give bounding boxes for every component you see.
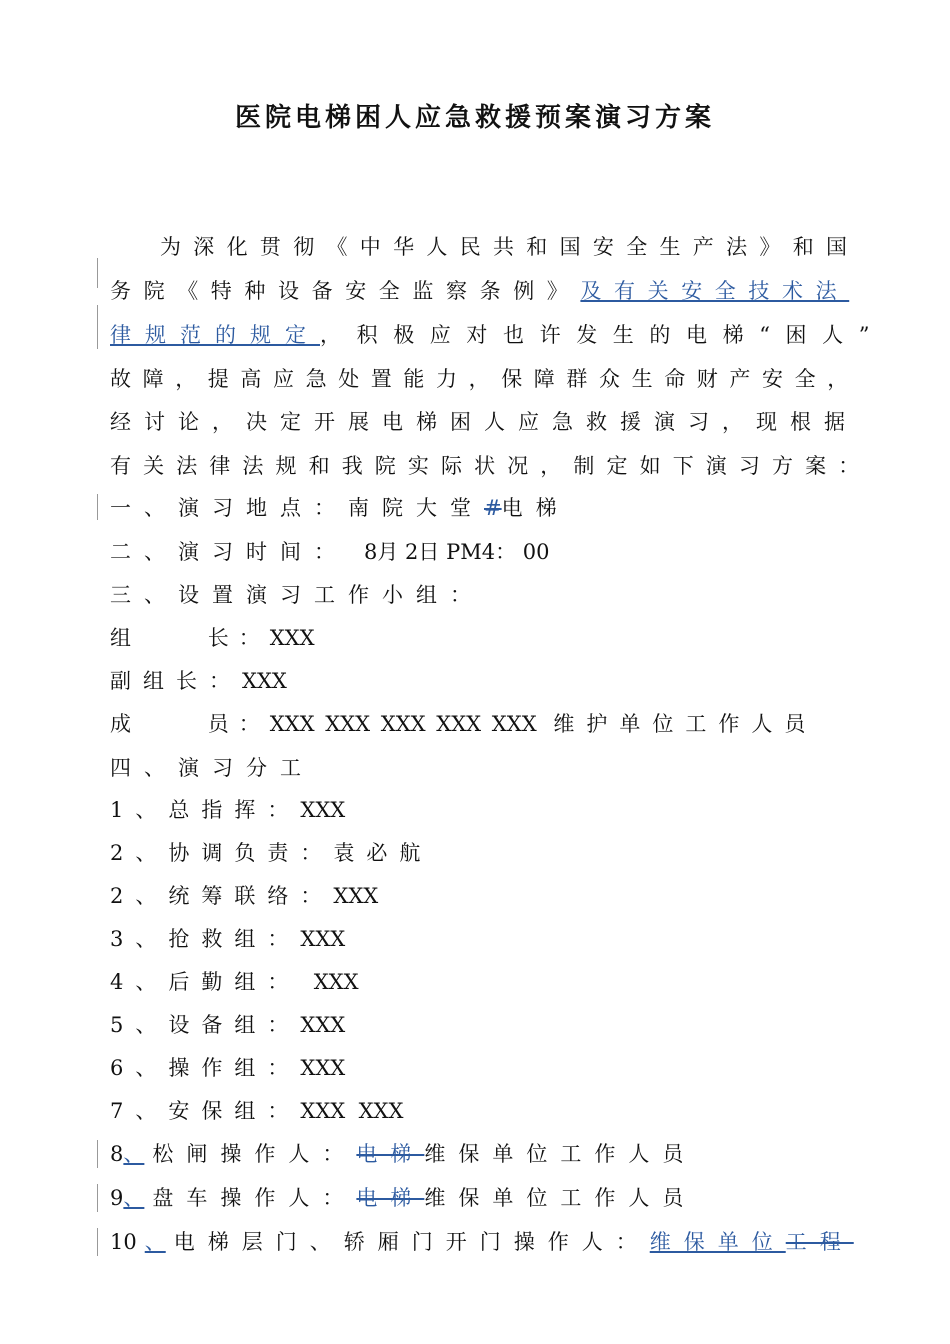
section-1-location bbox=[110, 494, 570, 522]
duty-number: 8 bbox=[110, 1142, 124, 1166]
revision-bar bbox=[97, 258, 98, 288]
tracked-deletion: 工程 bbox=[785, 1230, 854, 1254]
tracked-insertion: 、 bbox=[123, 1186, 145, 1210]
leader-value: XXX bbox=[269, 626, 315, 650]
duty-row-10 bbox=[110, 1228, 854, 1256]
duty-value: XXX bbox=[300, 1056, 346, 1080]
duty-label: 3、抢救组： bbox=[110, 927, 301, 951]
duty-label: 4、后勤组： bbox=[110, 970, 301, 994]
intro-line-5: 经讨论，决定开展电梯困人应急救援演习，现根据 bbox=[110, 410, 858, 434]
tracked-insertion: 维保单位 bbox=[649, 1230, 786, 1254]
tracked-deletion: # bbox=[484, 496, 502, 520]
section-2-time bbox=[110, 538, 549, 566]
duty-value: XXX bbox=[300, 798, 346, 822]
intro-line-2-text: 务院《特种设备安全监察条例》 bbox=[110, 279, 581, 303]
leader-row bbox=[110, 624, 315, 652]
section-4-heading: 四、演习分工 bbox=[110, 756, 314, 780]
duty-label: 1、总指挥： bbox=[110, 798, 301, 822]
tracked-insertion: 、 bbox=[144, 1230, 166, 1254]
duty-row bbox=[110, 839, 432, 867]
members-label: 成 员： bbox=[110, 712, 270, 736]
duty-label: 盘车操作人： bbox=[152, 1186, 357, 1210]
intro-line-2 bbox=[110, 277, 849, 305]
section-2-label: 二、演习时间： bbox=[110, 540, 348, 564]
members-value: XXX XXX XXX XXX XXX bbox=[269, 712, 537, 736]
section-2-value: 8月 2日 PM4： 00 bbox=[364, 540, 550, 564]
document-title: 医院电梯困人应急救援预案演习方案 bbox=[234, 103, 715, 133]
deputy-row bbox=[110, 667, 287, 695]
duty-value: XXX bbox=[300, 927, 346, 951]
section-1-tail: 电梯 bbox=[501, 496, 570, 520]
duty-value: 袁必航 bbox=[333, 841, 433, 865]
intro-line-6: 有关法律法规和我院实际状况，制定如下演习方案： bbox=[110, 454, 872, 478]
duty-row bbox=[110, 1011, 345, 1039]
duty-row-9 bbox=[110, 1184, 696, 1212]
section-1-text: 一、演习地点：南院大堂 bbox=[110, 496, 484, 520]
duty-label: 7、安保组： bbox=[110, 1099, 301, 1123]
revision-bar bbox=[97, 1228, 98, 1256]
duty-label: 5、设备组： bbox=[110, 1013, 301, 1037]
revision-bar bbox=[97, 1184, 98, 1212]
duty-row-8 bbox=[110, 1140, 696, 1168]
intro-line-3-text: ，积极应对也许发生的电梯“困人” bbox=[320, 323, 886, 347]
tracked-insertion: 律规范的规定 bbox=[110, 323, 320, 347]
leader-label: 组 长： bbox=[110, 626, 270, 650]
duty-number: 9 bbox=[110, 1186, 124, 1210]
duty-row bbox=[110, 925, 345, 953]
duty-value: XXX bbox=[333, 884, 379, 908]
duty-label: 2、统筹联络： bbox=[110, 884, 334, 908]
revision-bar bbox=[97, 305, 98, 349]
duty-row bbox=[110, 968, 359, 996]
section-3-heading: 三、设置演习工作小组： bbox=[110, 583, 484, 607]
duty-row bbox=[110, 1054, 345, 1082]
duty-label: 2、协调负责： bbox=[110, 841, 334, 865]
members-tail: 维护单位工作人员 bbox=[553, 712, 818, 736]
tracked-deletion: 电梯 bbox=[356, 1186, 425, 1210]
duty-value: 维保单位工作人员 bbox=[424, 1186, 697, 1210]
duty-label: 电梯层门、轿厢门开门操作人： bbox=[173, 1230, 650, 1254]
duty-label: 6、操作组： bbox=[110, 1056, 301, 1080]
intro-line-4: 故障，提高应急处置能力，保障群众生命财产安全， bbox=[110, 367, 860, 391]
duty-value: XXX bbox=[300, 970, 359, 994]
duty-value: XXX bbox=[300, 1013, 346, 1037]
duty-row bbox=[110, 882, 378, 910]
deputy-label: 副组长： bbox=[110, 669, 242, 693]
revision-bar bbox=[97, 494, 98, 520]
tracked-deletion: 电梯 bbox=[356, 1142, 425, 1166]
tracked-insertion: 、 bbox=[123, 1142, 145, 1166]
duty-row bbox=[110, 796, 345, 824]
intro-line-3 bbox=[110, 321, 885, 349]
revision-bar bbox=[97, 1140, 98, 1168]
deputy-value: XXX bbox=[242, 669, 287, 693]
duty-value: XXX XXX bbox=[300, 1099, 404, 1123]
duty-label: 松闸操作人： bbox=[152, 1142, 357, 1166]
members-row bbox=[110, 710, 817, 738]
duty-value: 维保单位工作人员 bbox=[424, 1142, 697, 1166]
duty-row bbox=[110, 1097, 403, 1125]
duty-number: 10 bbox=[110, 1230, 137, 1254]
tracked-insertion: 及有关安全技术法 bbox=[580, 279, 850, 303]
intro-line-1: 为深化贯彻《中华人民共和国安全生产法》和国 bbox=[160, 235, 860, 259]
